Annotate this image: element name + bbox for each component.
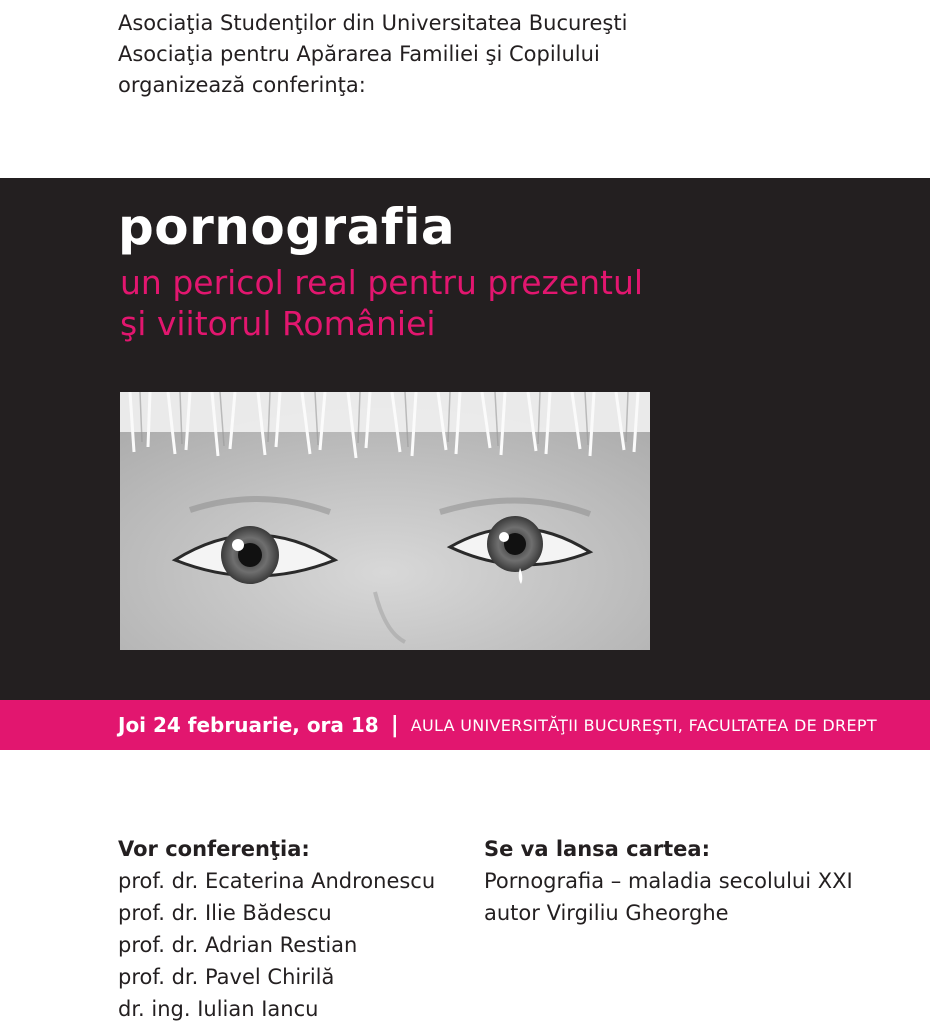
organizer-line: Asociaţia pentru Apărarea Familiei şi Copilului [118, 42, 600, 66]
event-separator: | [390, 712, 399, 738]
speaker-name: prof. dr. Ecaterina Andronescu [118, 869, 436, 893]
book-line: Pornografia – maladia secolului XXI [484, 869, 853, 893]
book-heading: Se va lansa cartea: [484, 837, 710, 861]
speaker-name: prof. dr. Ilie Bădescu [118, 901, 332, 925]
speakers-heading: Vor conferenţia: [118, 837, 310, 861]
subtitle-line: un pericol real pentru prezentul [120, 263, 644, 302]
speaker-name: dr. ing. Iulian Iancu [118, 997, 319, 1021]
speaker-name: prof. dr. Pavel Chirilă [118, 965, 335, 989]
event-place: AULA UNIVERSITĂŢII BUCUREŞTI, FACULTATEA DE DREPT [410, 715, 877, 735]
child-eyes-photo [120, 392, 650, 650]
book-column [484, 833, 853, 929]
event-date: Joi 24 februarie, ora 18 [118, 713, 379, 737]
book-line: autor Virgiliu Gheorghe [484, 901, 729, 925]
speaker-name: prof. dr. Adrian Restian [118, 933, 358, 957]
organizer-line: Asociaţia Studenţilor din Universitatea Bucureşti [118, 11, 628, 35]
event-line [118, 700, 877, 750]
event-band [0, 700, 930, 750]
subtitle-line: şi viitorul României [120, 304, 436, 343]
organizer-line: organizează conferinţa: [118, 73, 366, 97]
speakers-column [118, 833, 435, 1025]
organizers-block [118, 8, 627, 101]
poster-title: pornografia [118, 198, 456, 256]
poster-subtitle [120, 262, 643, 344]
